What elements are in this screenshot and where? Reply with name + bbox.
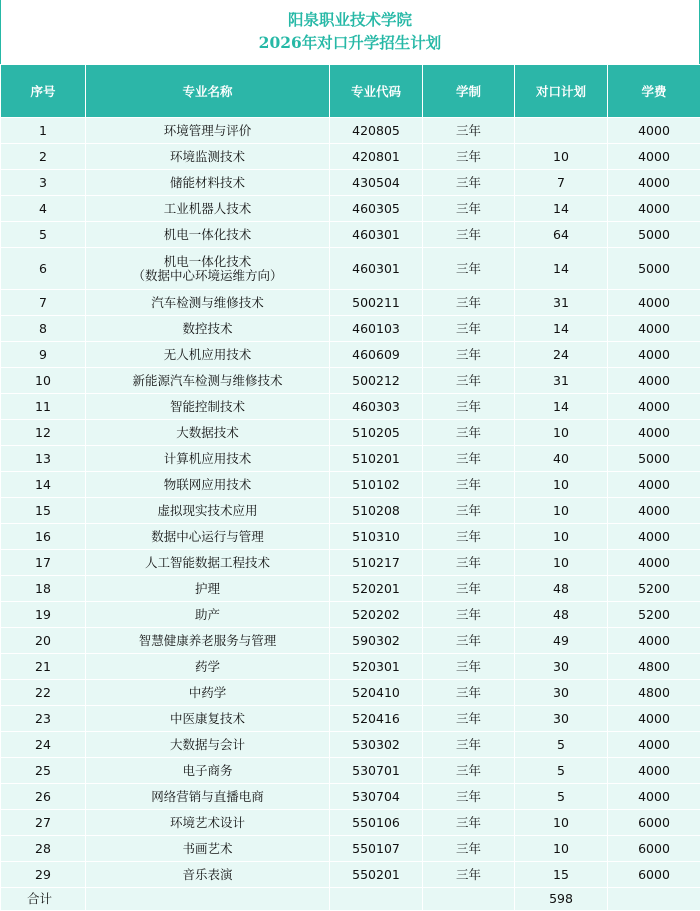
cell-major-name: 智能控制技术 bbox=[86, 394, 330, 420]
cell-tuition: 4800 bbox=[608, 654, 700, 680]
cell-plan: 30 bbox=[515, 706, 608, 732]
table-row bbox=[1, 196, 700, 222]
cell-duration: 三年 bbox=[423, 732, 515, 758]
cell-tuition: 4000 bbox=[608, 316, 700, 342]
cell-no: 3 bbox=[1, 170, 86, 196]
cell-tuition: 4000 bbox=[608, 170, 700, 196]
cell-plan: 10 bbox=[515, 810, 608, 836]
cell-major-name: 汽车检测与维修技术 bbox=[86, 290, 330, 316]
cell-duration: 三年 bbox=[423, 290, 515, 316]
cell-major-name: 新能源汽车检测与维修技术 bbox=[86, 368, 330, 394]
cell-major-name: 护理 bbox=[86, 576, 330, 602]
header-duration: 学制 bbox=[423, 65, 515, 118]
cell-duration: 三年 bbox=[423, 196, 515, 222]
cell-no: 27 bbox=[1, 810, 86, 836]
cell-plan: 5 bbox=[515, 732, 608, 758]
table-row bbox=[1, 524, 700, 550]
cell-major-code: 520301 bbox=[330, 654, 423, 680]
cell-duration: 三年 bbox=[423, 248, 515, 290]
cell-plan: 14 bbox=[515, 248, 608, 290]
cell-plan: 10 bbox=[515, 550, 608, 576]
cell-plan: 24 bbox=[515, 342, 608, 368]
table-row bbox=[1, 170, 700, 196]
table-row bbox=[1, 576, 700, 602]
cell-plan: 31 bbox=[515, 368, 608, 394]
cell-major-name: 中药学 bbox=[86, 680, 330, 706]
cell-no: 23 bbox=[1, 706, 86, 732]
cell-no: 17 bbox=[1, 550, 86, 576]
cell-plan: 49 bbox=[515, 628, 608, 654]
cell-tuition: 4000 bbox=[608, 732, 700, 758]
header-plan: 对口计划 bbox=[515, 65, 608, 118]
cell-major-name: 助产 bbox=[86, 602, 330, 628]
total-empty-cell bbox=[330, 888, 423, 911]
cell-tuition: 4800 bbox=[608, 680, 700, 706]
cell-major-name: 虚拟现实技术应用 bbox=[86, 498, 330, 524]
table-row bbox=[1, 248, 700, 290]
cell-duration: 三年 bbox=[423, 628, 515, 654]
cell-plan: 31 bbox=[515, 290, 608, 316]
cell-no: 12 bbox=[1, 420, 86, 446]
cell-plan: 30 bbox=[515, 654, 608, 680]
cell-major-code: 510310 bbox=[330, 524, 423, 550]
cell-duration: 三年 bbox=[423, 550, 515, 576]
cell-plan: 10 bbox=[515, 524, 608, 550]
cell-major-code: 500212 bbox=[330, 368, 423, 394]
cell-no: 24 bbox=[1, 732, 86, 758]
header-major-name: 专业名称 bbox=[86, 65, 330, 118]
cell-major-name: 环境管理与评价 bbox=[86, 118, 330, 144]
cell-major-name: 中医康复技术 bbox=[86, 706, 330, 732]
cell-plan: 7 bbox=[515, 170, 608, 196]
cell-major-code: 500211 bbox=[330, 290, 423, 316]
cell-major-name: 大数据技术 bbox=[86, 420, 330, 446]
header-major-code: 专业代码 bbox=[330, 65, 423, 118]
cell-major-code: 550106 bbox=[330, 810, 423, 836]
cell-duration: 三年 bbox=[423, 342, 515, 368]
table-row bbox=[1, 862, 700, 888]
cell-tuition: 4000 bbox=[608, 550, 700, 576]
cell-major-code: 520201 bbox=[330, 576, 423, 602]
cell-major-code: 530704 bbox=[330, 784, 423, 810]
cell-duration: 三年 bbox=[423, 706, 515, 732]
cell-no: 5 bbox=[1, 222, 86, 248]
cell-major-code: 510205 bbox=[330, 420, 423, 446]
table-row bbox=[1, 732, 700, 758]
cell-tuition: 5000 bbox=[608, 248, 700, 290]
cell-duration: 三年 bbox=[423, 498, 515, 524]
cell-major-name: 数控技术 bbox=[86, 316, 330, 342]
total-empty-cell bbox=[608, 888, 700, 911]
cell-duration: 三年 bbox=[423, 784, 515, 810]
cell-plan: 5 bbox=[515, 758, 608, 784]
cell-major-code: 520410 bbox=[330, 680, 423, 706]
cell-duration: 三年 bbox=[423, 862, 515, 888]
cell-major-code: 420801 bbox=[330, 144, 423, 170]
table-row bbox=[1, 368, 700, 394]
cell-tuition: 4000 bbox=[608, 758, 700, 784]
cell-no: 13 bbox=[1, 446, 86, 472]
cell-tuition: 6000 bbox=[608, 810, 700, 836]
header-tuition: 学费 bbox=[608, 65, 700, 118]
table-row bbox=[1, 706, 700, 732]
cell-duration: 三年 bbox=[423, 654, 515, 680]
cell-no: 28 bbox=[1, 836, 86, 862]
cell-no: 8 bbox=[1, 316, 86, 342]
cell-duration: 三年 bbox=[423, 368, 515, 394]
cell-major-name: 环境艺术设计 bbox=[86, 810, 330, 836]
cell-no: 4 bbox=[1, 196, 86, 222]
cell-duration: 三年 bbox=[423, 472, 515, 498]
cell-duration: 三年 bbox=[423, 144, 515, 170]
cell-tuition: 4000 bbox=[608, 628, 700, 654]
cell-major-name: 电子商务 bbox=[86, 758, 330, 784]
cell-major-code: 510208 bbox=[330, 498, 423, 524]
cell-no: 15 bbox=[1, 498, 86, 524]
cell-no: 1 bbox=[1, 118, 86, 144]
cell-major-name: 计算机应用技术 bbox=[86, 446, 330, 472]
table-row bbox=[1, 836, 700, 862]
cell-major-code: 460103 bbox=[330, 316, 423, 342]
table-row bbox=[1, 758, 700, 784]
cell-tuition: 4000 bbox=[608, 706, 700, 732]
cell-major-code: 530701 bbox=[330, 758, 423, 784]
cell-duration: 三年 bbox=[423, 836, 515, 862]
table-row bbox=[1, 420, 700, 446]
cell-major-code: 430504 bbox=[330, 170, 423, 196]
header-no: 序号 bbox=[1, 65, 86, 118]
cell-no: 25 bbox=[1, 758, 86, 784]
cell-major-code: 460301 bbox=[330, 248, 423, 290]
cell-no: 16 bbox=[1, 524, 86, 550]
table-row bbox=[1, 290, 700, 316]
cell-plan: 10 bbox=[515, 498, 608, 524]
cell-major-code: 520202 bbox=[330, 602, 423, 628]
cell-plan: 5 bbox=[515, 784, 608, 810]
cell-major-name: 机电一体化技术 （数据中心环境运维方向） bbox=[86, 248, 330, 290]
cell-no: 26 bbox=[1, 784, 86, 810]
total-empty-cell bbox=[86, 888, 330, 911]
cell-major-code: 460609 bbox=[330, 342, 423, 368]
cell-plan: 14 bbox=[515, 394, 608, 420]
cell-tuition: 5200 bbox=[608, 602, 700, 628]
table-row bbox=[1, 316, 700, 342]
cell-tuition: 5000 bbox=[608, 222, 700, 248]
total-empty-cell bbox=[423, 888, 515, 911]
cell-no: 2 bbox=[1, 144, 86, 170]
cell-major-name: 无人机应用技术 bbox=[86, 342, 330, 368]
cell-plan bbox=[515, 118, 608, 144]
cell-major-code: 510102 bbox=[330, 472, 423, 498]
cell-major-code: 550201 bbox=[330, 862, 423, 888]
cell-duration: 三年 bbox=[423, 810, 515, 836]
table-row bbox=[1, 342, 700, 368]
cell-no: 14 bbox=[1, 472, 86, 498]
cell-major-code: 510217 bbox=[330, 550, 423, 576]
cell-major-code: 460301 bbox=[330, 222, 423, 248]
cell-major-name: 网络营销与直播电商 bbox=[86, 784, 330, 810]
cell-no: 21 bbox=[1, 654, 86, 680]
cell-major-code: 530302 bbox=[330, 732, 423, 758]
cell-major-name: 药学 bbox=[86, 654, 330, 680]
table-body bbox=[1, 118, 700, 911]
cell-tuition: 4000 bbox=[608, 196, 700, 222]
cell-tuition: 4000 bbox=[608, 524, 700, 550]
cell-major-name: 书画艺术 bbox=[86, 836, 330, 862]
cell-tuition: 4000 bbox=[608, 498, 700, 524]
table-row bbox=[1, 680, 700, 706]
cell-major-name: 物联网应用技术 bbox=[86, 472, 330, 498]
cell-tuition: 4000 bbox=[608, 368, 700, 394]
school-name: 阳泉职业技术学院 bbox=[1, 8, 699, 31]
table-row bbox=[1, 222, 700, 248]
total-plan: 598 bbox=[515, 888, 608, 911]
cell-major-code: 460305 bbox=[330, 196, 423, 222]
cell-major-code: 590302 bbox=[330, 628, 423, 654]
table-row bbox=[1, 118, 700, 144]
cell-tuition: 4000 bbox=[608, 118, 700, 144]
table-row bbox=[1, 446, 700, 472]
cell-tuition: 5200 bbox=[608, 576, 700, 602]
cell-duration: 三年 bbox=[423, 170, 515, 196]
cell-major-name: 工业机器人技术 bbox=[86, 196, 330, 222]
cell-major-name: 机电一体化技术 bbox=[86, 222, 330, 248]
table-row bbox=[1, 654, 700, 680]
document-title bbox=[0, 0, 700, 64]
cell-tuition: 4000 bbox=[608, 394, 700, 420]
cell-plan: 10 bbox=[515, 420, 608, 446]
table-row bbox=[1, 628, 700, 654]
cell-tuition: 4000 bbox=[608, 472, 700, 498]
cell-plan: 14 bbox=[515, 196, 608, 222]
cell-duration: 三年 bbox=[423, 680, 515, 706]
cell-major-name: 大数据与会计 bbox=[86, 732, 330, 758]
table-row bbox=[1, 144, 700, 170]
cell-plan: 48 bbox=[515, 576, 608, 602]
cell-plan: 15 bbox=[515, 862, 608, 888]
cell-major-name: 储能材料技术 bbox=[86, 170, 330, 196]
cell-major-name: 音乐表演 bbox=[86, 862, 330, 888]
cell-major-name: 数据中心运行与管理 bbox=[86, 524, 330, 550]
table-row bbox=[1, 602, 700, 628]
cell-duration: 三年 bbox=[423, 758, 515, 784]
cell-no: 22 bbox=[1, 680, 86, 706]
cell-no: 19 bbox=[1, 602, 86, 628]
cell-plan: 10 bbox=[515, 144, 608, 170]
cell-no: 18 bbox=[1, 576, 86, 602]
table-row bbox=[1, 472, 700, 498]
cell-tuition: 6000 bbox=[608, 862, 700, 888]
cell-duration: 三年 bbox=[423, 446, 515, 472]
total-label: 合计 bbox=[1, 888, 86, 911]
cell-plan: 30 bbox=[515, 680, 608, 706]
cell-plan: 48 bbox=[515, 602, 608, 628]
cell-duration: 三年 bbox=[423, 602, 515, 628]
cell-duration: 三年 bbox=[423, 118, 515, 144]
cell-tuition: 5000 bbox=[608, 446, 700, 472]
table-row bbox=[1, 394, 700, 420]
cell-major-name: 智慧健康养老服务与管理 bbox=[86, 628, 330, 654]
cell-plan: 64 bbox=[515, 222, 608, 248]
cell-plan: 10 bbox=[515, 472, 608, 498]
cell-major-code: 510201 bbox=[330, 446, 423, 472]
cell-major-name: 人工智能数据工程技术 bbox=[86, 550, 330, 576]
cell-duration: 三年 bbox=[423, 576, 515, 602]
cell-tuition: 6000 bbox=[608, 836, 700, 862]
cell-duration: 三年 bbox=[423, 222, 515, 248]
table-row bbox=[1, 784, 700, 810]
cell-tuition: 4000 bbox=[608, 144, 700, 170]
cell-duration: 三年 bbox=[423, 420, 515, 446]
cell-duration: 三年 bbox=[423, 524, 515, 550]
cell-major-code: 420805 bbox=[330, 118, 423, 144]
cell-no: 29 bbox=[1, 862, 86, 888]
cell-no: 7 bbox=[1, 290, 86, 316]
table-row bbox=[1, 498, 700, 524]
cell-tuition: 4000 bbox=[608, 784, 700, 810]
table-header-row bbox=[1, 65, 700, 118]
cell-tuition: 4000 bbox=[608, 420, 700, 446]
table-row bbox=[1, 810, 700, 836]
plan-title: 2026年对口升学招生计划 bbox=[1, 31, 699, 54]
cell-no: 9 bbox=[1, 342, 86, 368]
table-row bbox=[1, 550, 700, 576]
admission-plan-table bbox=[0, 64, 700, 911]
cell-plan: 10 bbox=[515, 836, 608, 862]
cell-no: 20 bbox=[1, 628, 86, 654]
cell-tuition: 4000 bbox=[608, 342, 700, 368]
total-row bbox=[1, 888, 700, 911]
cell-plan: 14 bbox=[515, 316, 608, 342]
cell-duration: 三年 bbox=[423, 394, 515, 420]
cell-no: 6 bbox=[1, 248, 86, 290]
cell-tuition: 4000 bbox=[608, 290, 700, 316]
cell-major-code: 520416 bbox=[330, 706, 423, 732]
cell-duration: 三年 bbox=[423, 316, 515, 342]
cell-no: 10 bbox=[1, 368, 86, 394]
cell-major-name: 环境监测技术 bbox=[86, 144, 330, 170]
cell-major-code: 460303 bbox=[330, 394, 423, 420]
cell-no: 11 bbox=[1, 394, 86, 420]
cell-major-code: 550107 bbox=[330, 836, 423, 862]
cell-plan: 40 bbox=[515, 446, 608, 472]
